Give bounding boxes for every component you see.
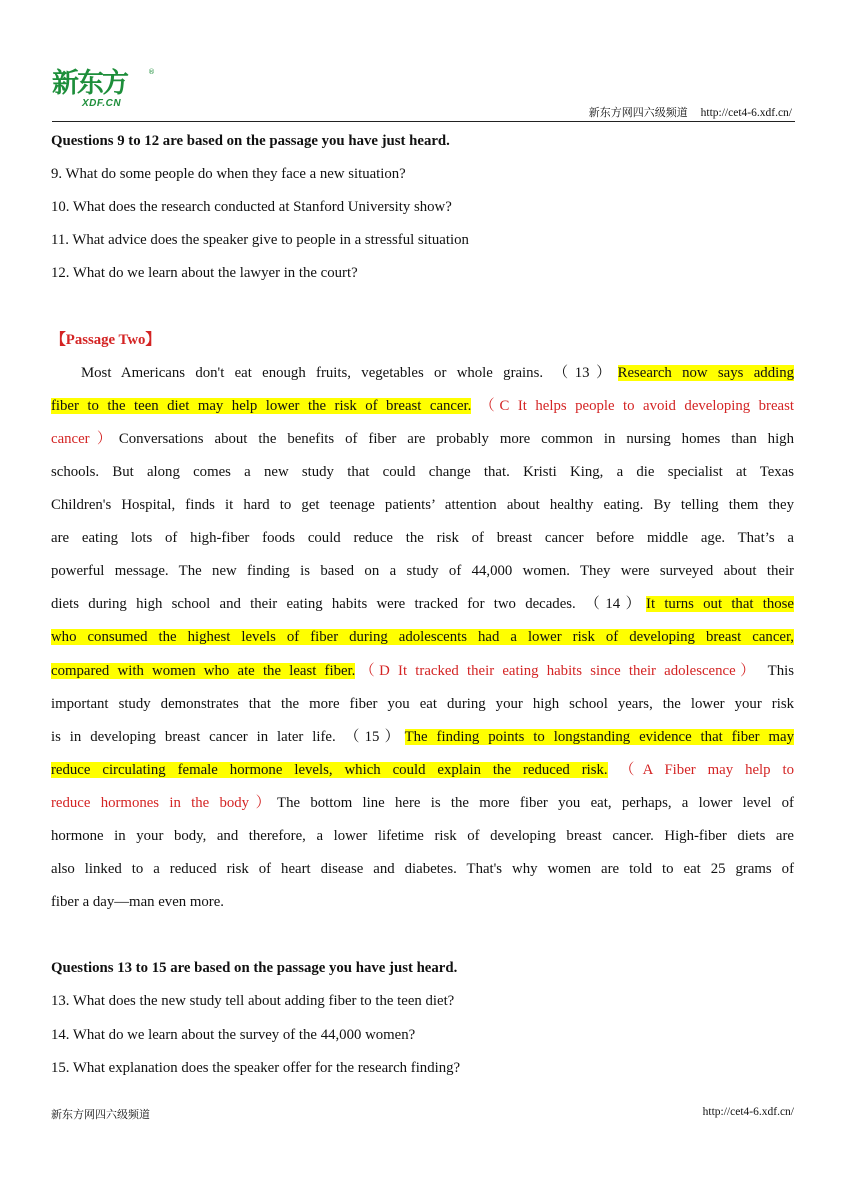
passage-line: fiber a day—man even more.: [51, 894, 224, 911]
passage-line: also linked to a reduced risk of heart disease and diabetes. That's why women are told to eat 25 grams of: [51, 861, 794, 878]
passage-text: Conversations about the benefits of fiber are probably more common in nursing homes than high: [118, 430, 794, 447]
passage-text: This: [767, 662, 794, 679]
passage-body: [51, 357, 794, 920]
passage-line: schools. But along comes a new study that could change that. Kristi King, a die specialist at Texas: [51, 463, 794, 480]
answer-note-13: （C It helps people to avoid developing breast: [479, 397, 794, 414]
passage-line: [51, 423, 794, 456]
passage-line: [51, 721, 794, 754]
passage-line: important study demonstrates that the more fiber you eat during your high school years, the lower your risk: [51, 695, 794, 712]
highlighted-answer-14: It turns out that those: [646, 596, 794, 613]
passage-line: powerful message. The new finding is based on a study of 44,000 women. They were surveyed about their: [51, 563, 794, 580]
passage-text: diets during high school and their eating habits were tracked for two decades.: [51, 596, 576, 613]
passage-line: [51, 390, 794, 423]
passage-text: is in developing breast cancer in later life.: [51, 728, 336, 745]
question-14: 14. What do we learn about the survey of the 44,000 women?: [51, 1026, 416, 1043]
question-12: 12. What do we learn about the lawyer in the court?: [51, 265, 358, 282]
section2-heading: Questions 13 to 15 are based on the passage you have just heard.: [51, 960, 458, 977]
question-marker-15: （15）: [344, 728, 405, 745]
logo-chinese-text: 新东方: [52, 68, 127, 99]
highlighted-answer-14: who consumed the highest levels of fiber during adolescents had a lower risk of developing breast cancer,: [51, 629, 794, 646]
passage-line: [51, 588, 794, 621]
question-10: 10. What does the research conducted at Stanford University show?: [51, 199, 452, 216]
question-marker-13: （13）: [553, 364, 618, 381]
header-right: [589, 104, 792, 120]
passage-line: are eating lots of high-fiber foods could reduce the risk of breast cancer before middle age. That’s a: [51, 530, 794, 547]
footer-url[interactable]: http://cet4-6.xdf.cn/: [702, 1106, 794, 1118]
highlighted-answer-15: The finding points to longstanding evidence that fiber may: [404, 728, 794, 745]
section1-heading: Questions 9 to 12 are based on the passage you have just heard.: [51, 133, 450, 149]
page-content: [51, 125, 794, 1085]
highlighted-answer-13: Research now says adding: [617, 364, 794, 381]
logo-registered-mark: ®: [148, 68, 155, 76]
passage-line: [51, 754, 794, 787]
answer-note-15: reduce hormones in the body）: [51, 794, 278, 811]
passage-line: Children's Hospital, finds it hard to get teenage patients’ attention about healthy eating. By telling them they: [51, 497, 794, 514]
question-9: 9. What do some people do when they face a new situation?: [51, 166, 406, 183]
highlighted-answer-14: compared with women who ate the least fiber.: [51, 662, 356, 679]
highlighted-answer-13: fiber to the teen diet may help lower the risk of breast cancer.: [51, 397, 472, 414]
highlighted-answer-15: reduce circulating female hormone levels, which could explain the reduced risk.: [51, 761, 608, 778]
header-divider: [52, 121, 795, 122]
passage-text: The bottom line here is the more fiber you eat, perhaps, a lower level of: [277, 794, 794, 811]
header-channel: 新东方网四六级频道: [588, 106, 688, 119]
question-11: 11. What advice does the speaker give to people in a stressful situation: [51, 232, 469, 249]
passage-text: Most Americans don't eat enough fruits, vegetables or whole grains.: [81, 364, 544, 381]
question-15: 15. What explanation does the speaker offer for the research finding?: [51, 1059, 461, 1076]
footer-channel: 新东方网四六级频道: [51, 1108, 150, 1121]
answer-note-13: cancer）: [51, 430, 119, 447]
header-url[interactable]: http://cet4-6.xdf.cn/: [700, 107, 792, 119]
passage-title: 【Passage Two】: [51, 331, 161, 348]
passage-line: [51, 621, 794, 654]
passage-line: [51, 655, 794, 688]
passage-line: [51, 357, 794, 390]
passage-line: hormone in your body, and therefore, a lower lifetime risk of developing breast cancer. High-fiber diets are: [51, 827, 794, 844]
answer-note-14: （D It tracked their eating habits since their adolescence）: [355, 662, 760, 679]
passage-line: [51, 787, 794, 820]
logo-english-text: XDF.CN: [82, 98, 122, 109]
spacer: [51, 919, 794, 952]
spacer: [51, 290, 794, 323]
xdf-logo: [52, 68, 156, 112]
answer-note-15: （A Fiber may help to: [619, 761, 794, 778]
question-marker-14: （14）: [584, 596, 647, 613]
question-13: 13. What does the new study tell about adding fiber to the teen diet?: [51, 993, 455, 1010]
